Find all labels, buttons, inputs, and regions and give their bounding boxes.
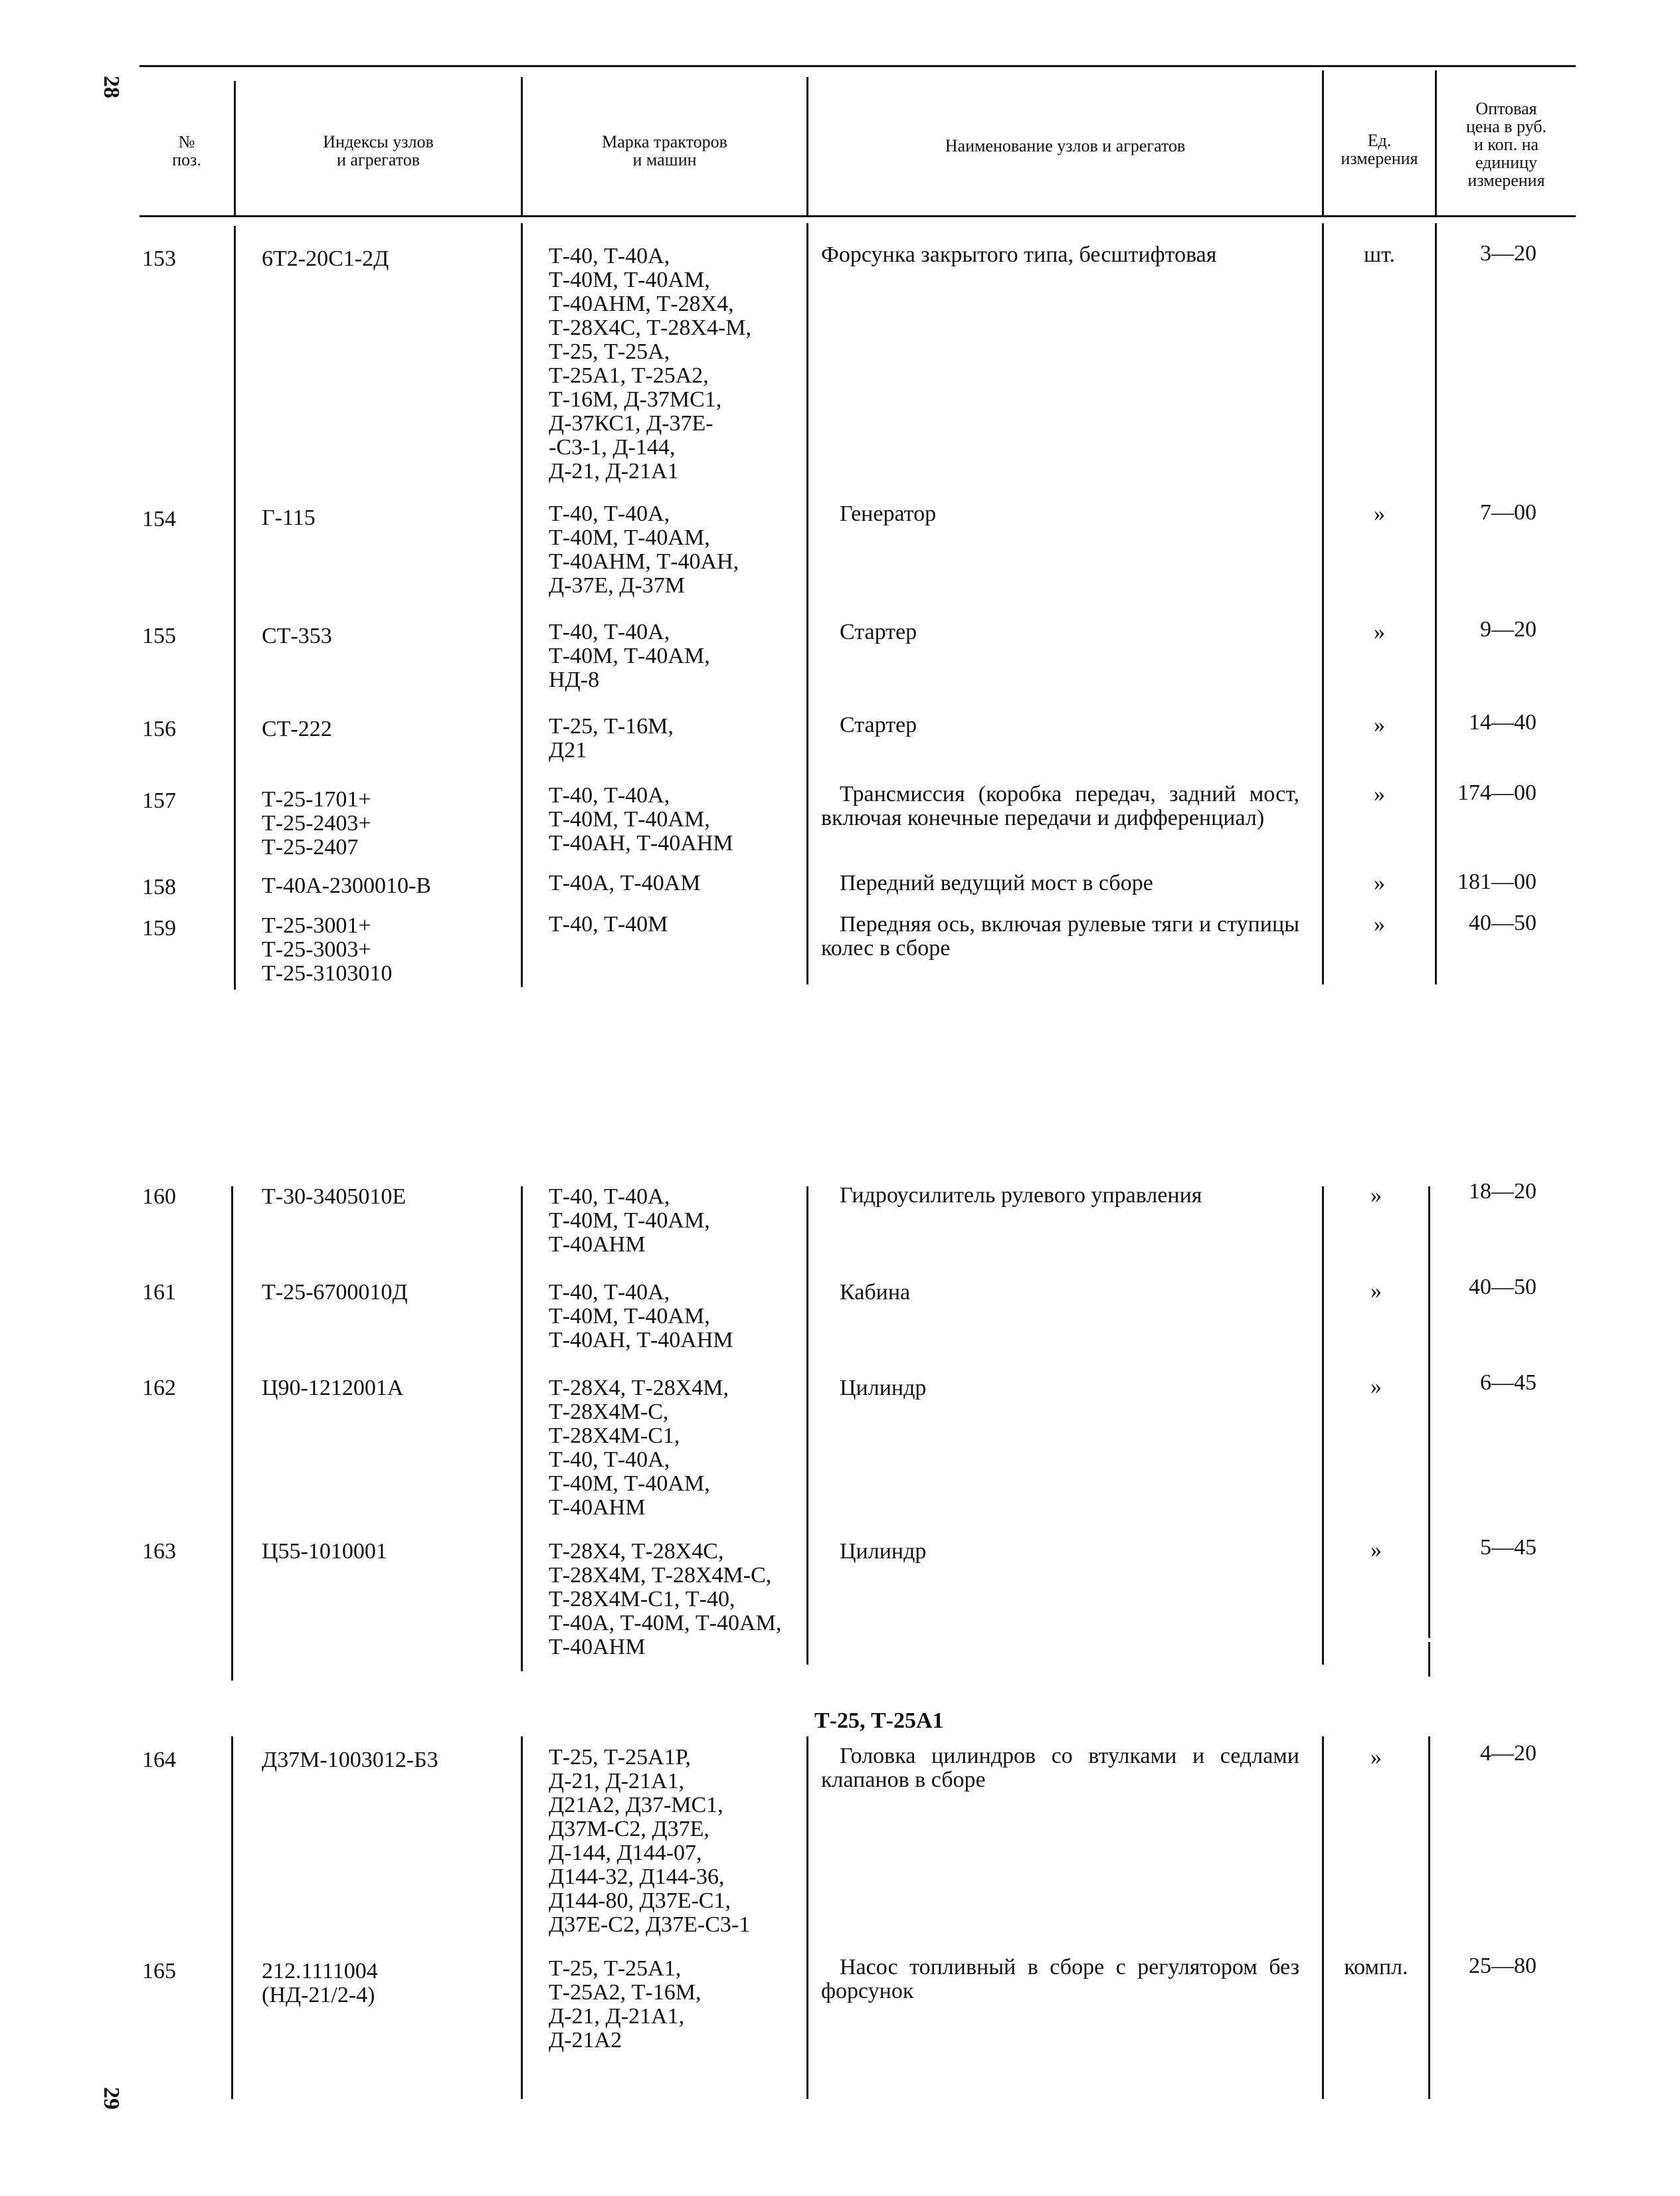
row-159-num: 159 xyxy=(142,916,176,941)
row-164-name: Головка цилиндров со втулками и седлами клапанов в сборе xyxy=(821,1744,1299,1792)
row-161-unit: » xyxy=(1370,1279,1382,1303)
row-165-price: 25—80 xyxy=(1469,1954,1537,1978)
row-157-index: Т-25-1701+ Т-25-2403+ Т-25-2407 xyxy=(262,787,371,860)
row-154-name: Генератор xyxy=(840,502,937,526)
row-158-num: 158 xyxy=(142,875,176,899)
col-sep xyxy=(234,226,236,990)
header-name: Наименование узлов и агрегатов xyxy=(945,136,1186,155)
row-153-num: 153 xyxy=(142,246,176,271)
row-159-brand: Т-40, Т-40М xyxy=(549,912,668,937)
row-160-num: 160 xyxy=(142,1184,176,1209)
row-165-index: 212.1111004 (НД-21/2-4) xyxy=(262,1959,378,2007)
row-154-unit: » xyxy=(1374,502,1385,526)
row-155-brand: Т-40, Т-40А, Т-40М, Т-40АМ, НД-8 xyxy=(549,620,710,692)
col-sep xyxy=(1322,223,1324,984)
row-159-price: 40—50 xyxy=(1469,911,1537,935)
header-top-rule xyxy=(140,65,1576,67)
row-155-price: 9—20 xyxy=(1480,617,1537,642)
col-sep xyxy=(1428,1736,1430,2099)
header-brand: Марка тракторов и машин xyxy=(602,132,727,169)
row-157-num: 157 xyxy=(142,788,176,813)
row-154-price: 7—00 xyxy=(1480,500,1537,525)
col-sep xyxy=(1428,1186,1430,1638)
row-162-price: 6—45 xyxy=(1480,1370,1537,1395)
row-163-num: 163 xyxy=(142,1539,176,1564)
row-165-num: 165 xyxy=(142,1959,176,1983)
row-160-name: Гидроусилитель рулевого управления xyxy=(840,1183,1202,1208)
col-sep xyxy=(1428,1642,1430,1677)
row-163-brand: Т-28Х4, Т-28Х4С, Т-28Х4М, Т-28Х4М-С, Т-28Х4М-С1, Т-40, Т-40А, Т-40М, Т-40АМ, Т-40АНМ xyxy=(549,1539,782,1659)
col-sep xyxy=(231,1186,233,1681)
col-sep xyxy=(1322,1736,1324,2099)
row-161-brand: Т-40, Т-40А, Т-40М, Т-40АМ, Т-40АН, Т-40АНМ xyxy=(549,1280,733,1352)
header-index: Индексы узлов и агрегатов xyxy=(323,132,434,169)
row-163-index: Ц55-1010001 xyxy=(262,1539,387,1564)
header-unit: Ед. измерения xyxy=(1341,131,1418,168)
row-164-brand: Т-25, Т-25А1Р, Д-21, Д-21А1, Д21А2, Д37-МС1, Д37М-С2, Д37Е, Д-144, Д144-07, Д144-32, Д144-36, Д144-80, Д37Е-С1, Д37Е-С2, Д37Е-С3-1 xyxy=(549,1745,751,1937)
col-sep xyxy=(521,1736,523,2099)
row-163-name: Цилиндр xyxy=(840,1539,927,1564)
col-sep xyxy=(806,1186,808,1665)
section-label: Т-25, Т-25А1 xyxy=(814,1708,944,1733)
row-156-price: 14—40 xyxy=(1469,710,1537,735)
row-165-brand: Т-25, Т-25А1, Т-25А2, Т-16М, Д-21, Д-21А1, Д-21А2 xyxy=(549,1956,701,2053)
row-154-num: 154 xyxy=(142,507,176,531)
page-number-bottom: 29 xyxy=(99,2087,124,2110)
col-sep xyxy=(806,223,808,984)
row-157-unit: » xyxy=(1374,782,1385,806)
row-161-price: 40—50 xyxy=(1469,1275,1537,1299)
row-153-name: Форсунка закрытого типа, бесштифтовая xyxy=(821,242,1217,267)
header-price: Оптовая цена в руб. и коп. на единицу измерения xyxy=(1465,99,1547,190)
row-160-index: Т-30-3405010Е xyxy=(262,1184,407,1209)
col-sep xyxy=(1322,1186,1324,1665)
row-155-name: Стартер xyxy=(840,620,917,644)
row-158-index: Т-40А-2300010-В xyxy=(262,873,431,898)
col-sep xyxy=(521,223,523,987)
row-156-unit: » xyxy=(1374,713,1385,737)
row-164-index: Д37М-1003012-Б3 xyxy=(262,1748,438,1772)
row-162-name: Цилиндр xyxy=(840,1376,927,1400)
row-156-name: Стартер xyxy=(840,713,917,737)
row-153-unit: шт. xyxy=(1364,242,1395,267)
row-162-num: 162 xyxy=(142,1376,176,1400)
row-157-name: Трансмиссия (коробка передач, задний мост, включая конечные передачи и дифференциал) xyxy=(821,782,1299,830)
row-158-unit: » xyxy=(1374,871,1385,895)
col-sep xyxy=(231,1736,233,2099)
row-162-index: Ц90-1212001А xyxy=(262,1376,404,1400)
page-number-top: 28 xyxy=(99,76,124,98)
row-165-name: Насос топливный в сборе с регулятором без форсунок xyxy=(821,1955,1299,2003)
row-158-name: Передний ведущий мост в сборе xyxy=(840,871,1153,895)
row-159-name: Передняя ось, включая рулевые тяги и ступицы колес в сборе xyxy=(821,912,1299,961)
row-153-index: 6Т2-20С1-2Д xyxy=(262,246,389,271)
row-156-num: 156 xyxy=(142,717,176,741)
row-155-index: СТ-353 xyxy=(262,624,332,648)
row-165-unit: компл. xyxy=(1344,1955,1408,1979)
row-163-unit: » xyxy=(1370,1538,1382,1562)
row-159-unit: » xyxy=(1374,912,1385,937)
row-153-price: 3—20 xyxy=(1480,241,1537,266)
row-162-brand: Т-28Х4, Т-28Х4М, Т-28Х4М-С, Т-28Х4М-С1, Т-40, Т-40А, Т-40М, Т-40АМ, Т-40АНМ xyxy=(549,1376,729,1520)
row-164-price: 4—20 xyxy=(1480,1741,1537,1766)
row-164-num: 164 xyxy=(142,1748,176,1772)
row-159-index: Т-25-3001+ Т-25-3003+ Т-25-3103010 xyxy=(262,913,393,986)
row-154-brand: Т-40, Т-40А, Т-40М, Т-40АМ, Т-40АНМ, Т-40АН, Д-37Е, Д-37М xyxy=(549,502,739,598)
header-num: № поз. xyxy=(172,132,201,169)
row-153-brand: Т-40, Т-40А, Т-40М, Т-40АМ, Т-40АНМ, Т-28Х4, Т-28Х4С, Т-28Х4-М, Т-25, Т-25А, Т-25А1, Т-25А2, Т-16М, Д-37МС1, Д-37КС1, Д-37Е- -С3-1, Д-144, Д-21, Д-21А1 xyxy=(549,244,752,484)
row-155-unit: » xyxy=(1374,620,1385,644)
row-161-num: 161 xyxy=(142,1280,176,1305)
row-158-price: 181—00 xyxy=(1457,869,1537,894)
row-162-unit: » xyxy=(1370,1374,1382,1399)
row-158-brand: Т-40А, Т-40АМ xyxy=(549,871,701,895)
row-160-brand: Т-40, Т-40А, Т-40М, Т-40АМ, Т-40АНМ xyxy=(549,1184,710,1257)
row-156-index: СТ-222 xyxy=(262,717,332,741)
row-161-index: Т-25-6700010Д xyxy=(262,1280,408,1305)
row-160-price: 18—20 xyxy=(1469,1179,1537,1204)
row-157-price: 174—00 xyxy=(1457,780,1537,805)
row-160-unit: » xyxy=(1370,1183,1382,1208)
row-154-index: Г-115 xyxy=(262,505,316,530)
row-164-unit: » xyxy=(1370,1745,1382,1770)
col-sep xyxy=(806,1736,808,2099)
row-156-brand: Т-25, Т-16М, Д21 xyxy=(549,714,674,763)
row-163-price: 5—45 xyxy=(1480,1535,1537,1560)
row-161-name: Кабина xyxy=(840,1280,911,1305)
header-bottom-rule xyxy=(140,215,1576,217)
row-157-brand: Т-40, Т-40А, Т-40М, Т-40АМ, Т-40АН, Т-40АНМ xyxy=(549,783,733,856)
col-sep xyxy=(521,1186,523,1671)
row-155-num: 155 xyxy=(142,624,176,648)
